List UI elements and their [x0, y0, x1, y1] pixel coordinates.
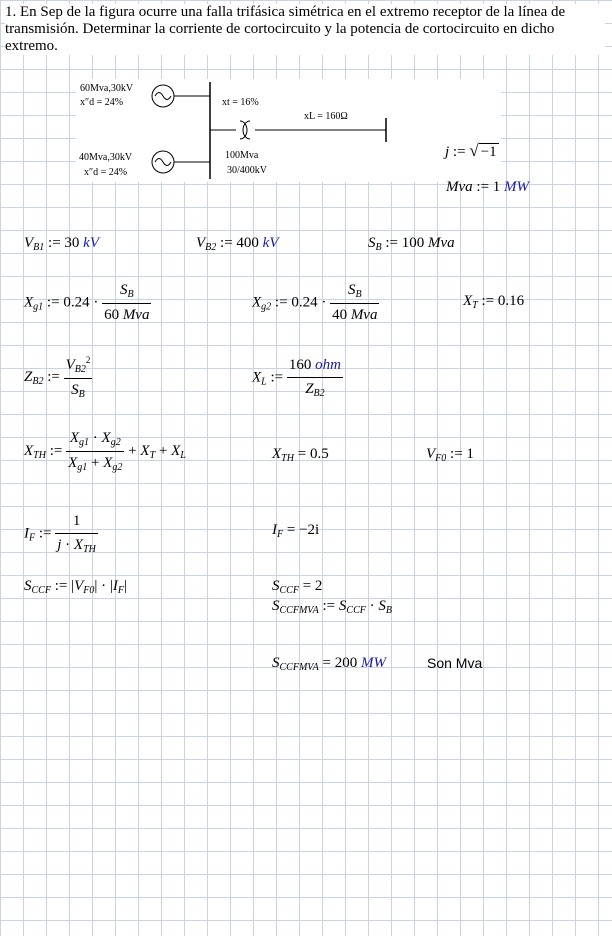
- gen2-rating-label: 40Mva,30kV: [79, 152, 133, 163]
- result-note: Son Mva: [427, 655, 483, 671]
- sccf-equation: $S_{CCF}$ := $|V_{F0}| \cdot |I_F|$: [24, 578, 128, 596]
- if-equation: $I_F$ := $\frac{1}{j \cdot X_{TH}}$: [24, 513, 96, 555]
- gen1-rating-label: 60Mva,30kV: [80, 83, 134, 94]
- xt-equation: $X_T$ := 0.16: [463, 293, 525, 311]
- transformer-ratio-label: 30/400kV: [227, 165, 267, 176]
- xg1-equation: $X_{g1}$ := 0.24 · $\frac{S_B}{\text{60 Mva}}$: [24, 282, 150, 323]
- vf0-equation: $V_{F0}$ := 1: [426, 446, 474, 464]
- problem-statement: 1. En Sep de la figura ocurre una falla trifásica simétrica en el extremo receptor de la línea de transmisión. Determinar la corriente de cortocircuito y la potencia de cortocircuito en dicho extremo.: [5, 4, 605, 55]
- zb2-equation: $Z_{B2}$ := $\frac{V_{B2}^2}{S_B}$: [24, 355, 91, 400]
- gen1-reactance-label: x″d = 24%: [80, 97, 124, 108]
- single-line-diagram: [76, 79, 501, 182]
- sccfmva-equation: $S_{CCFMVA}$ := $S_{CCF} \cdot S_B$: [272, 598, 392, 616]
- xth-result: $X_{TH} = 0.5$: [272, 446, 329, 464]
- transformer-reactance-label: xt = 16%: [222, 97, 259, 108]
- if-result: $I_F = -2i$: [272, 522, 320, 540]
- sccfmva-result: $S_{CCFMVA} = 200$ MW: [272, 655, 386, 673]
- gen2-reactance-label: x″d = 24%: [84, 167, 128, 178]
- vb2-equation: $V_{B2}$ := 400 kV: [196, 235, 279, 253]
- xl-equation: $X_L$ := $\frac{\text{160 ohm}}{Z_{B2}}$: [252, 357, 341, 399]
- line-reactance-label: xL = 160Ω: [304, 111, 348, 122]
- xth-equation: $X_{TH}$ := $\frac{X_{g1} \cdot X_{g2}}{X_{g1} + X_{g2}}$ + $X_T + X_L$: [24, 430, 186, 473]
- mva-definition: Mva := 1 MW: [446, 179, 530, 195]
- transformer-rating-label: 100Mva: [225, 150, 259, 161]
- sccf-result: $S_{CCF} = 2$: [272, 578, 323, 596]
- j-definition: j := √ −1: [445, 141, 497, 160]
- vb1-equation: $V_{B1}$ := 30 kV: [24, 235, 99, 253]
- xg2-equation: $X_{g2}$ := 0.24 · $\frac{S_B}{\text{40 Mva}}$: [252, 282, 378, 323]
- sb-equation: $S_B$ := 100 Mva: [368, 235, 455, 253]
